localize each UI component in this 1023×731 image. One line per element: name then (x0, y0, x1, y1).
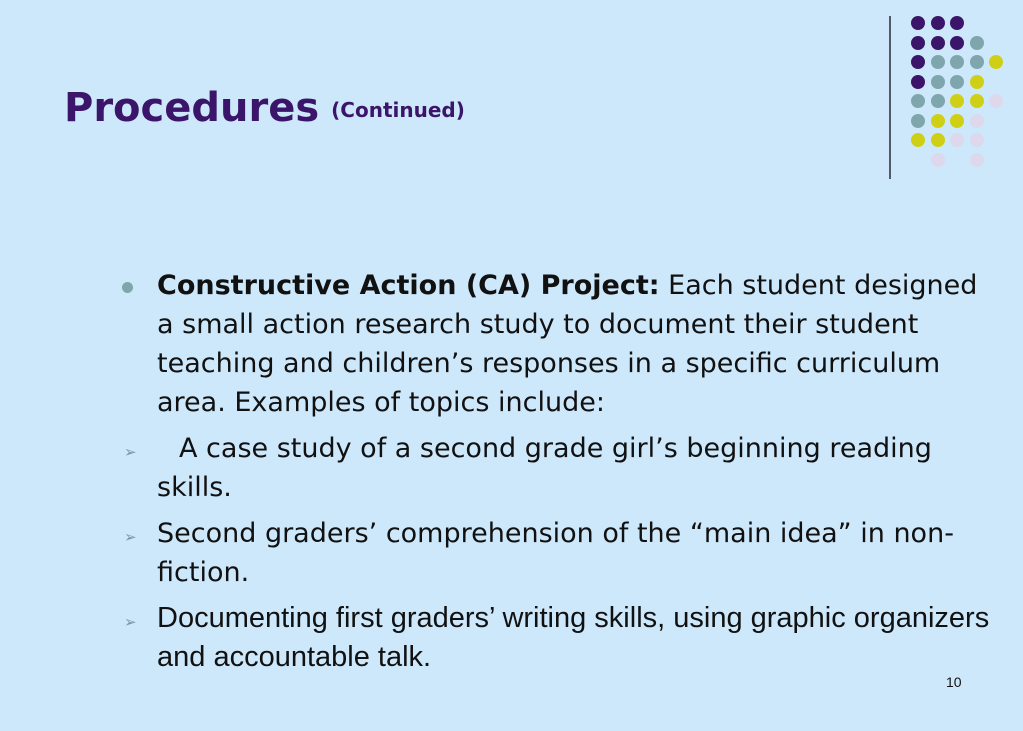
title-text: Procedures (64, 85, 320, 131)
decorative-dot (970, 153, 984, 167)
decorative-dot (931, 16, 945, 30)
sub-bullet-text: A case study of a second grade girl’s beginning reading skills. (157, 433, 932, 503)
main-bullet-text: Each student designed a small action research study to document their student teaching and children’s responses in a specific curriculum area. Examples of topics include: (157, 270, 978, 418)
decorative-dot (950, 133, 964, 147)
decorative-dot (989, 94, 1003, 108)
decorative-dot (950, 114, 964, 128)
decorative-dot (970, 94, 984, 108)
decorative-dot (950, 94, 964, 108)
decorative-dot (931, 55, 945, 69)
decorative-dot (970, 114, 984, 128)
decorative-dot (970, 36, 984, 50)
decorative-dot (970, 55, 984, 69)
decorative-dot (950, 36, 964, 50)
decorative-dot (970, 133, 984, 147)
decorative-dot (911, 55, 925, 69)
slide-title (64, 85, 465, 131)
vertical-divider (889, 16, 891, 179)
decorative-dot (950, 16, 964, 30)
decorative-dot (989, 55, 1003, 69)
sub-bullet-3 (122, 599, 1002, 677)
decorative-dot (931, 75, 945, 89)
decorative-dot (911, 36, 925, 50)
arrow-bullet-icon: ➢ (124, 443, 137, 461)
decorative-dot (911, 133, 925, 147)
decorative-dot (950, 55, 964, 69)
decorative-dot (911, 114, 925, 128)
page-number: 10 (946, 674, 962, 690)
decorative-dot (931, 36, 945, 50)
disc-bullet-icon (122, 282, 133, 293)
main-bullet (122, 266, 1002, 422)
sub-bullet-text: Second graders’ comprehension of the “main idea” in non-fiction. (157, 518, 954, 588)
arrow-bullet-icon: ➢ (124, 613, 137, 631)
decorative-dot (911, 16, 925, 30)
decorative-dot (911, 75, 925, 89)
decorative-dot (911, 94, 925, 108)
decorative-dot (970, 75, 984, 89)
decorative-dot (931, 153, 945, 167)
arrow-bullet-icon: ➢ (124, 528, 137, 546)
decorative-dot (931, 94, 945, 108)
decorative-dot (931, 133, 945, 147)
sub-bullet-text: Documenting first graders’ writing skills, using graphic organizers and accountable talk. (157, 602, 990, 673)
bullet-list (122, 266, 1002, 677)
title-subtitle: (Continued) (331, 98, 465, 122)
decorative-dot (931, 114, 945, 128)
sub-bullet-2 (122, 514, 1002, 592)
sub-bullet-1 (122, 429, 1002, 507)
main-bullet-lead: Constructive Action (CA) Project: (157, 270, 660, 301)
decorative-dot (950, 75, 964, 89)
